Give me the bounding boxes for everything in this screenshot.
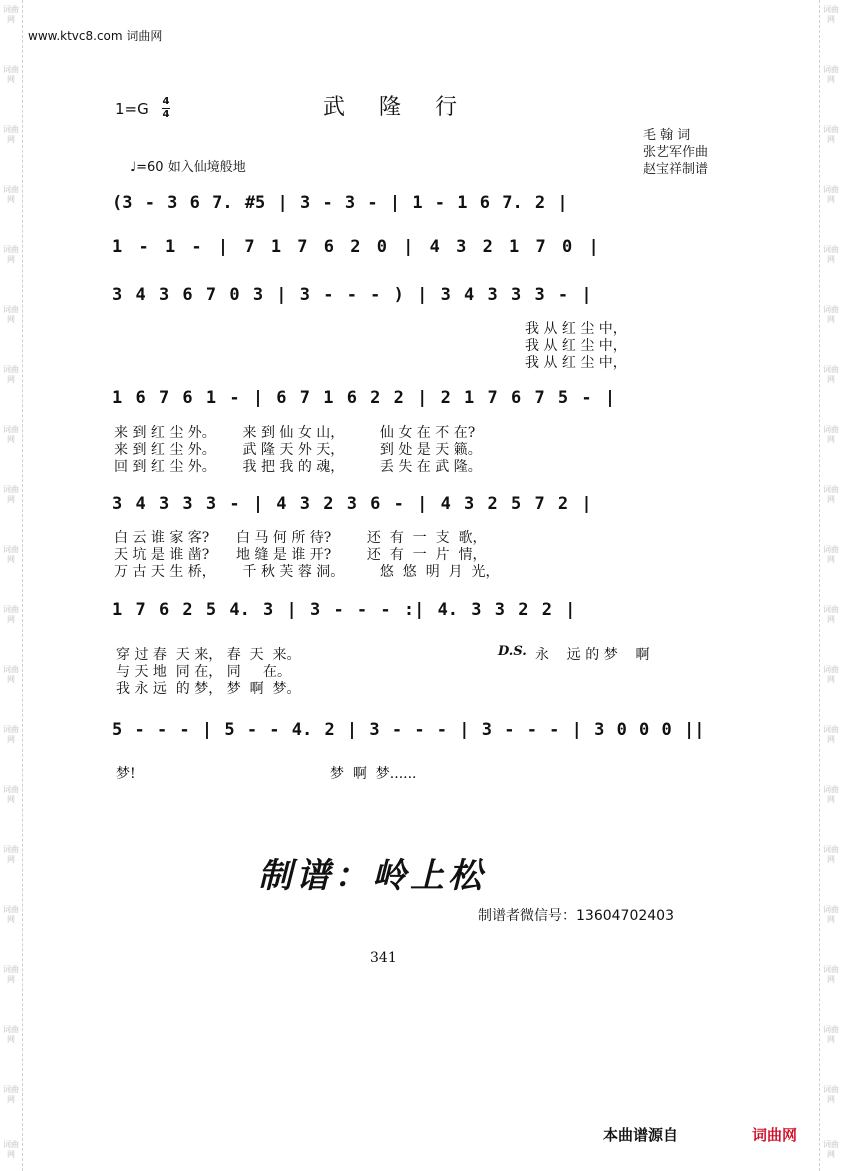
score-row-2: 1 - 1 - | 7 1 7 6 2 0 | 4 3 2 1 7 0 | bbox=[112, 237, 599, 257]
side-watermark: 词曲网 bbox=[823, 665, 839, 684]
side-watermark: 词曲网 bbox=[3, 485, 19, 504]
side-watermark: 词曲网 bbox=[823, 785, 839, 804]
side-watermark: 词曲网 bbox=[3, 1085, 19, 1104]
side-watermark: 词曲网 bbox=[3, 545, 19, 564]
score-row-7: 5 - - - | 5 - - 4. 2 | 3 - - - | 3 - - - | 3 0 0 0 || bbox=[112, 720, 705, 740]
side-watermark: 词曲网 bbox=[3, 1025, 19, 1044]
wechat-id: 制谱者微信号：13604702403 bbox=[478, 908, 674, 924]
lyric-row6-verse1: 穿 过 春 天 来， 春 天 来。 bbox=[116, 647, 301, 663]
side-watermark: 词曲网 bbox=[823, 365, 839, 384]
side-watermark: 词曲网 bbox=[823, 845, 839, 864]
lyric-row4-verse1: 来 到 红 尘 外。 来 到 仙 女 山， 仙 女 在 不 在? bbox=[114, 425, 476, 441]
side-watermark: 词曲网 bbox=[823, 185, 839, 204]
side-watermark: 词曲网 bbox=[3, 125, 19, 144]
side-watermark: 词曲网 bbox=[823, 545, 839, 564]
side-watermark: 词曲网 bbox=[3, 605, 19, 624]
source-label: 本曲谱源自 bbox=[603, 1126, 679, 1144]
side-watermark: 词曲网 bbox=[823, 65, 839, 84]
side-watermark: 词曲网 bbox=[823, 305, 839, 324]
lyric-row7-b: 梦 啊 梦...... bbox=[330, 766, 417, 782]
side-watermark: 词曲网 bbox=[3, 725, 19, 744]
side-watermark: 词曲网 bbox=[823, 425, 839, 444]
lyric-row5-verse2: 天 坑 是 谁 凿? 地 缝 是 谁 开? 还 有 一 片 情， bbox=[114, 547, 487, 563]
side-watermark: 词曲网 bbox=[3, 785, 19, 804]
side-watermark: 词曲网 bbox=[823, 1025, 839, 1044]
side-watermark: 词曲网 bbox=[823, 125, 839, 144]
lyric-row7-a: 梦! bbox=[116, 766, 136, 782]
side-watermark: 词曲网 bbox=[3, 5, 19, 24]
score-row-1: (3 - 3 6 7. #5 | 3 - 3 - | 1 - 1 6 7. 2 | bbox=[112, 193, 568, 213]
lyric-row4-verse3: 回 到 红 尘 外。 我 把 我 的 魂， 丢 失 在 武 隆。 bbox=[114, 459, 482, 475]
song-title: 武隆行 bbox=[323, 95, 492, 120]
side-watermark: 词曲网 bbox=[823, 965, 839, 984]
lyricist-credit: 毛 翰 词 bbox=[643, 128, 691, 143]
lyric-row5-verse3: 万 古 天 生 桥， 千 秋 芙 蓉 洞。 悠 悠 明 月 光， bbox=[114, 564, 500, 580]
lyric-row5-verse1: 白 云 谁 家 客? 白 马 何 所 待? 还 有 一 支 歌， bbox=[114, 530, 487, 546]
side-watermark: 词曲网 bbox=[3, 1140, 19, 1159]
tempo-marking: ♩=60 如入仙境般地 bbox=[130, 160, 246, 175]
source-site-link[interactable]: 词曲网 bbox=[752, 1126, 798, 1144]
side-watermark: 词曲网 bbox=[3, 845, 19, 864]
key-signature: 1=G bbox=[115, 100, 149, 118]
side-watermark: 词曲网 bbox=[823, 905, 839, 924]
score-row-5: 3 4 3 3 3 - | 4 3 2 3 6 - | 4 3 2 5 7 2 | bbox=[112, 494, 592, 514]
side-watermark: 词曲网 bbox=[3, 245, 19, 264]
lyric-intro-1: 我 从 红 尘 中， bbox=[525, 321, 627, 337]
side-watermark: 词曲网 bbox=[3, 905, 19, 924]
left-margin-strip bbox=[0, 0, 23, 1171]
lyric-row6-verse3: 我 永 远 的 梦， 梦 啊 梦。 bbox=[116, 681, 301, 697]
side-watermark: 词曲网 bbox=[3, 305, 19, 324]
dal-segno-mark: D.S. bbox=[498, 644, 527, 659]
side-watermark: 词曲网 bbox=[823, 605, 839, 624]
side-watermark: 词曲网 bbox=[823, 5, 839, 24]
arranger-signature: 制谱：岭上松 bbox=[258, 856, 486, 896]
side-watermark: 词曲网 bbox=[3, 665, 19, 684]
side-watermark: 词曲网 bbox=[823, 1140, 839, 1159]
time-signature bbox=[162, 97, 170, 120]
lyric-row4-verse2: 来 到 红 尘 外。 武 隆 天 外 天， 到 处 是 天 籁。 bbox=[114, 442, 482, 458]
time-top: 4 bbox=[162, 96, 170, 107]
score-row-3: 3 4 3 6 7 0 3 | 3 - - - ) | 3 4 3 3 3 - | bbox=[112, 285, 592, 305]
side-watermark: 词曲网 bbox=[3, 965, 19, 984]
site-url[interactable]: www.ktvc8.com 词曲网 bbox=[28, 29, 163, 43]
composer-credit: 张艺军作曲 bbox=[643, 145, 709, 160]
side-watermark: 词曲网 bbox=[3, 65, 19, 84]
side-watermark: 词曲网 bbox=[823, 485, 839, 504]
side-watermark: 词曲网 bbox=[3, 425, 19, 444]
side-watermark: 词曲网 bbox=[823, 725, 839, 744]
score-row-4: 1 6 7 6 1 - | 6 7 1 6 2 2 | 2 1 7 6 7 5 - | bbox=[112, 388, 616, 408]
arranger-credit: 赵宝祥制谱 bbox=[643, 162, 709, 177]
side-watermark: 词曲网 bbox=[823, 245, 839, 264]
right-margin-strip bbox=[819, 0, 842, 1171]
side-watermark: 词曲网 bbox=[3, 185, 19, 204]
lyric-intro-2: 我 从 红 尘 中， bbox=[525, 338, 627, 354]
lyric-row6-verse2: 与 天 地 同 在， 同 在。 bbox=[116, 664, 291, 680]
lyric-row6-coda: 永 远 的 梦 啊 bbox=[535, 647, 650, 663]
time-bottom: 4 bbox=[162, 109, 170, 120]
score-row-6: 1 7 6 2 5 4. 3 | 3 - - - :| 4. 3 3 2 2 | bbox=[112, 600, 576, 620]
page-number: 341 bbox=[370, 950, 397, 966]
side-watermark: 词曲网 bbox=[3, 365, 19, 384]
lyric-intro-3: 我 从 红 尘 中， bbox=[525, 355, 627, 371]
side-watermark: 词曲网 bbox=[823, 1085, 839, 1104]
